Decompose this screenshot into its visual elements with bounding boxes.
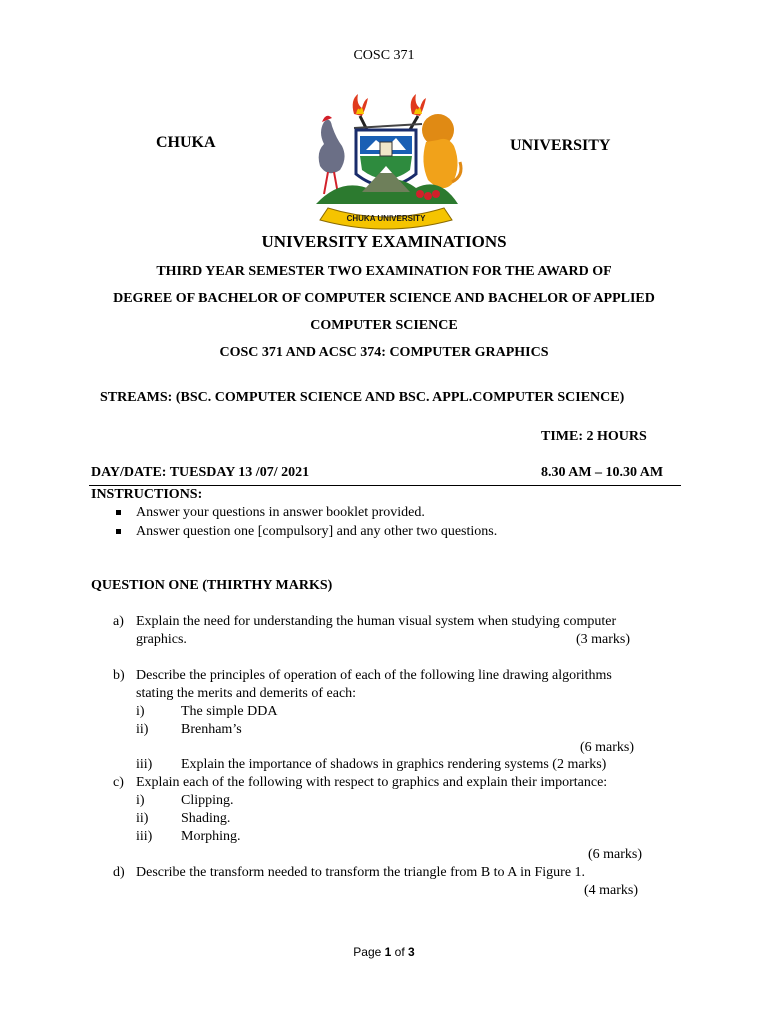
part-b-iii-number: iii) (136, 757, 153, 772)
title-left-word: CHUKA (156, 134, 216, 151)
part-b-sub-number: ii) (136, 722, 149, 737)
instructions-heading: INSTRUCTIONS: (91, 487, 203, 502)
course-title: COSC 371 AND ACSC 374: COMPUTER GRAPHICS (219, 345, 549, 360)
part-a-text-line1: Explain the need for understanding the human visual system when studying computer (136, 614, 617, 629)
bullet-icon (116, 510, 121, 515)
current-page: 1 (384, 945, 392, 959)
part-c-sub-text: Clipping. (181, 793, 234, 808)
exams-title: UNIVERSITY EXAMINATIONS (261, 232, 507, 251)
of-word: of (394, 945, 405, 959)
part-a-text-line2: graphics. (136, 632, 187, 647)
part-d-text-line1: Describe the transform needed to transform the triangle from B to A in Figure 1. (136, 865, 586, 880)
part-c-marks: (6 marks) (588, 847, 643, 862)
instruction-item: Answer your questions in answer booklet provided. (136, 505, 425, 520)
part-b-sub-number: i) (136, 704, 145, 719)
title-right-word: UNIVERSITY (510, 137, 611, 154)
award-line-1: THIRD YEAR SEMESTER TWO EXAMINATION FOR THE AWARD OF (156, 264, 612, 279)
award-line-2: DEGREE OF BACHELOR OF COMPUTER SCIENCE AND BACHELOR OF APPLIED (113, 291, 655, 306)
total-pages: 3 (408, 945, 415, 959)
award-line-3: COMPUTER SCIENCE (310, 318, 458, 333)
part-c-sub-text: Morphing. (181, 829, 241, 844)
streams-line: STREAMS: (BSC. COMPUTER SCIENCE AND BSC. APPL.COMPUTER SCIENCE) (100, 390, 625, 405)
svg-text:CHUKA UNIVERSITY: CHUKA UNIVERSITY (346, 214, 426, 223)
part-b-iii-text: Explain the importance of shadows in graphics rendering systems (2 marks) (181, 757, 607, 772)
part-a-label: a) (113, 614, 124, 629)
part-d-marks: (4 marks) (584, 883, 639, 898)
day-date: DAY/DATE: TUESDAY 13 /07/ 2021 (91, 465, 310, 480)
course-code-header: COSC 371 (353, 48, 415, 63)
part-c-label: c) (113, 775, 124, 790)
exam-hours: 8.30 AM – 10.30 AM (541, 465, 664, 480)
part-b-sub-text: Brenham’s (181, 722, 242, 737)
part-c-sub-number: i) (136, 793, 145, 808)
part-b-marks: (6 marks) (580, 740, 635, 755)
bullet-icon (116, 529, 121, 534)
page-word: Page (353, 945, 382, 959)
exam-duration: TIME: 2 HOURS (541, 429, 647, 444)
part-b-label: b) (113, 668, 125, 683)
part-b-text-line1: Describe the principles of operation of each of the following line drawing algorithms (136, 668, 612, 683)
part-c-sub-number: ii) (136, 811, 149, 826)
part-c-text-line1: Explain each of the following with respect to graphics and explain their importance: (136, 775, 608, 790)
part-d-label: d) (113, 865, 125, 880)
question-one-heading: QUESTION ONE (THIRTHY MARKS) (91, 578, 333, 593)
part-c-sub-number: iii) (136, 829, 153, 844)
page-number (0, 945, 768, 959)
university-crest-logo (302, 92, 470, 230)
part-a-marks: (3 marks) (576, 632, 631, 647)
part-b-text-line2: stating the merits and demerits of each: (136, 686, 357, 701)
divider-line (89, 485, 681, 486)
part-c-sub-text: Shading. (181, 811, 231, 826)
part-b-sub-text: The simple DDA (181, 704, 278, 719)
instruction-item: Answer question one [compulsory] and any other two questions. (136, 524, 498, 539)
